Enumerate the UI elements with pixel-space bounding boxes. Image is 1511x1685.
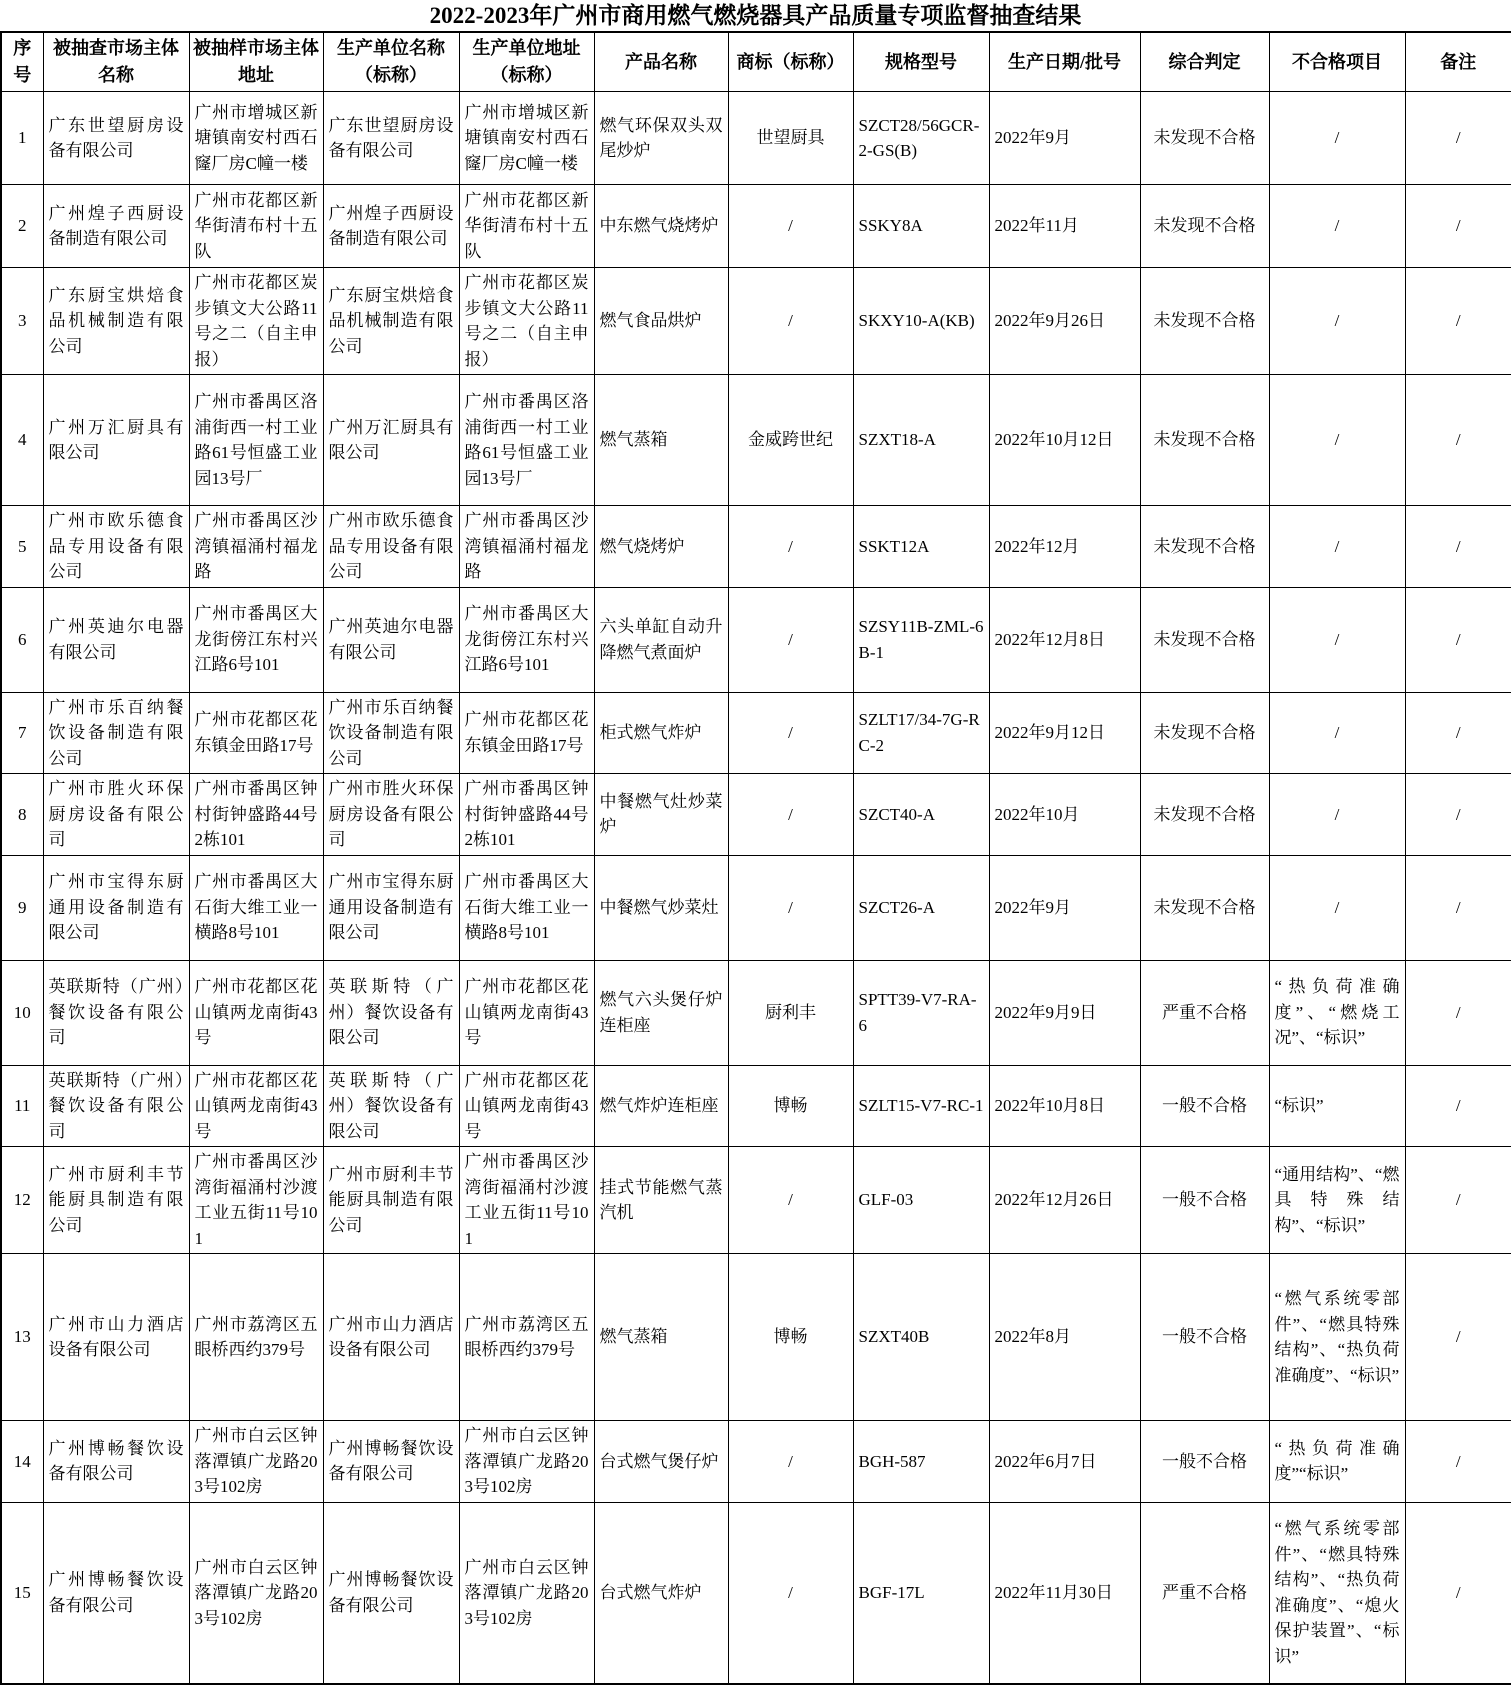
table-cell: / (1269, 587, 1405, 692)
table-cell: SPTT39-V7-RA-6 (853, 960, 989, 1065)
column-header-10: 不合格项目 (1269, 32, 1405, 92)
table-row (1, 855, 1511, 960)
table-cell: 燃气炸炉连柜座 (594, 1065, 728, 1147)
table-cell: “通用结构”、“燃具特殊结构”、“标识” (1269, 1147, 1405, 1254)
table-cell: 广州煌子西厨设备制造有限公司 (323, 185, 459, 268)
table-cell: SZCT28/56GCR-2-GS(B) (853, 92, 989, 185)
table-cell: / (1405, 1065, 1511, 1147)
table-cell: 燃气六头煲仔炉连柜座 (594, 960, 728, 1065)
table-cell: / (1405, 92, 1511, 185)
table-cell: 广州煌子西厨设备制造有限公司 (43, 185, 189, 268)
table-cell: 广州市花都区花东镇金田路17号 (459, 692, 594, 774)
header-row (1, 32, 1511, 92)
table-cell: 中餐燃气灶炒菜炉 (594, 774, 728, 856)
table-cell: 广州市增城区新塘镇南安村西石窿厂房C幢一楼 (459, 92, 594, 185)
table-cell: 广州市花都区花东镇金田路17号 (189, 692, 323, 774)
table-cell: 未发现不合格 (1140, 855, 1269, 960)
table-cell: 广州市花都区炭步镇文大公路11号之二（自主申报） (189, 268, 323, 375)
table-cell: 严重不合格 (1140, 960, 1269, 1065)
table-cell: 未发现不合格 (1140, 268, 1269, 375)
column-header-8: 生产日期/批号 (989, 32, 1140, 92)
table-cell: 广州市花都区炭步镇文大公路11号之二（自主申报） (459, 268, 594, 375)
table-cell: BGF-17L (853, 1502, 989, 1684)
table-cell: 广州市厨利丰节能厨具制造有限公司 (43, 1147, 189, 1254)
column-header-4: 生产单位地址（标称） (459, 32, 594, 92)
page-title: 2022-2023年广州市商用燃气燃烧器具产品质量专项监督抽查结果 (429, 3, 1082, 28)
table-cell: / (728, 1421, 853, 1503)
table-cell: / (728, 268, 853, 375)
table-cell: “燃气系统零部件”、“燃具特殊结构”、“热负荷准确度”、“熄火保护装置”、“标识” (1269, 1502, 1405, 1684)
table-cell: “燃气系统零部件”、“燃具特殊结构”、“热负荷准确度”、“标识” (1269, 1254, 1405, 1421)
column-header-5: 产品名称 (594, 32, 728, 92)
table-cell: / (728, 185, 853, 268)
table-cell: 中餐燃气炒菜灶 (594, 855, 728, 960)
table-cell: / (728, 692, 853, 774)
table-cell: 广州市花都区新华街清布村十五队 (189, 185, 323, 268)
table-cell: 2022年11月 (989, 185, 1140, 268)
table-cell: 博畅 (728, 1065, 853, 1147)
table-cell: 未发现不合格 (1140, 92, 1269, 185)
table-cell: / (728, 587, 853, 692)
table-cell: / (1405, 268, 1511, 375)
table-cell: 广州万汇厨具有限公司 (43, 375, 189, 506)
table-cell: 2022年9月9日 (989, 960, 1140, 1065)
table-row (1, 1421, 1511, 1503)
table-cell: 9 (1, 855, 43, 960)
table-cell: 广州英迪尔电器有限公司 (323, 587, 459, 692)
table-cell: 英联斯特（广州）餐饮设备有限公司 (323, 1065, 459, 1147)
table-cell: 广州市番禺区钟村街钟盛路44号2栋101 (459, 774, 594, 856)
table-cell: 2 (1, 185, 43, 268)
table-cell: 柜式燃气炸炉 (594, 692, 728, 774)
table-cell: 2022年10月12日 (989, 375, 1140, 506)
table-cell: 世望厨具 (728, 92, 853, 185)
table-cell: 广东世望厨房设备有限公司 (323, 92, 459, 185)
table-cell: BGH-587 (853, 1421, 989, 1503)
table-cell: SZXT40B (853, 1254, 989, 1421)
table-cell: / (728, 1502, 853, 1684)
table-cell: / (1269, 268, 1405, 375)
table-cell: 1 (1, 92, 43, 185)
table-cell: SZLT15-V7-RC-1 (853, 1065, 989, 1147)
table-cell: 博畅 (728, 1254, 853, 1421)
table-cell: 广州市番禺区洛浦街西一村工业路61号恒盛工业园13号厂 (189, 375, 323, 506)
table-cell: 未发现不合格 (1140, 774, 1269, 856)
table-cell: 2022年12月 (989, 506, 1140, 588)
table-row (1, 960, 1511, 1065)
table-cell: / (728, 1147, 853, 1254)
column-header-11: 备注 (1405, 32, 1511, 92)
column-header-3: 生产单位名称（标称） (323, 32, 459, 92)
table-cell: 广州市番禺区沙湾镇福涌村福龙路 (459, 506, 594, 588)
table-cell: GLF-03 (853, 1147, 989, 1254)
table-cell: / (1405, 1147, 1511, 1254)
column-header-7: 规格型号 (853, 32, 989, 92)
table-cell: 广州博畅餐饮设备有限公司 (43, 1502, 189, 1684)
table-cell: 7 (1, 692, 43, 774)
table-cell: 广州市花都区花山镇两龙南街43号 (459, 960, 594, 1065)
table-cell: 6 (1, 587, 43, 692)
table-cell: 严重不合格 (1140, 1502, 1269, 1684)
table-cell: / (1269, 774, 1405, 856)
table-cell: 广州市欧乐德食品专用设备有限公司 (43, 506, 189, 588)
table-cell: / (728, 506, 853, 588)
table-cell: / (1405, 587, 1511, 692)
table-cell: 一般不合格 (1140, 1065, 1269, 1147)
table-cell: 燃气蒸箱 (594, 1254, 728, 1421)
table-cell: 广州博畅餐饮设备有限公司 (323, 1502, 459, 1684)
table-cell: 5 (1, 506, 43, 588)
table-cell: 广州市乐百纳餐饮设备制造有限公司 (323, 692, 459, 774)
table-cell: / (1269, 375, 1405, 506)
table-cell: 广州市荔湾区五眼桥西约379号 (189, 1254, 323, 1421)
table-cell: 广州市山力酒店设备有限公司 (43, 1254, 189, 1421)
table-cell: SKXY10-A(KB) (853, 268, 989, 375)
table-cell: 2022年12月8日 (989, 587, 1140, 692)
table-cell: 广州市胜火环保厨房设备有限公司 (323, 774, 459, 856)
table-row (1, 1502, 1511, 1684)
table-cell: 8 (1, 774, 43, 856)
results-table (0, 31, 1511, 1685)
table-cell: 2022年9月 (989, 92, 1140, 185)
table-cell: / (1405, 692, 1511, 774)
table-cell: 广东世望厨房设备有限公司 (43, 92, 189, 185)
table-cell: 燃气环保双头双尾炒炉 (594, 92, 728, 185)
table-cell: 11 (1, 1065, 43, 1147)
table-cell: 广州市荔湾区五眼桥西约379号 (459, 1254, 594, 1421)
table-cell: 广州市欧乐德食品专用设备有限公司 (323, 506, 459, 588)
table-cell: 2022年9月26日 (989, 268, 1140, 375)
column-header-0: 序号 (1, 32, 43, 92)
table-cell: 2022年11月30日 (989, 1502, 1140, 1684)
table-cell: 燃气烧烤炉 (594, 506, 728, 588)
table-header (1, 32, 1511, 92)
table-cell: 广州市厨利丰节能厨具制造有限公司 (323, 1147, 459, 1254)
table-cell: 英联斯特（广州）餐饮设备有限公司 (323, 960, 459, 1065)
table-cell: 燃气食品烘炉 (594, 268, 728, 375)
table-cell: 广州市番禺区大龙街傍江东村兴江路6号101 (459, 587, 594, 692)
table-row (1, 506, 1511, 588)
table-cell: 英联斯特（广州）餐饮设备有限公司 (43, 960, 189, 1065)
table-body (1, 92, 1511, 1685)
table-row (1, 1147, 1511, 1254)
table-cell: 广州市花都区花山镇两龙南街43号 (189, 960, 323, 1065)
table-cell: 广州英迪尔电器有限公司 (43, 587, 189, 692)
table-cell: 10 (1, 960, 43, 1065)
table-cell: / (1269, 506, 1405, 588)
table-cell: 未发现不合格 (1140, 375, 1269, 506)
table-cell: 广州市白云区钟落潭镇广龙路203号102房 (459, 1421, 594, 1503)
table-cell: 广州市番禺区沙湾街福涌村沙渡工业五街11号101 (189, 1147, 323, 1254)
table-cell: 广州市山力酒店设备有限公司 (323, 1254, 459, 1421)
table-cell: / (1405, 185, 1511, 268)
table-cell: 广州市花都区花山镇两龙南街43号 (459, 1065, 594, 1147)
table-cell: SZCT26-A (853, 855, 989, 960)
table-cell: “热负荷准确度”“标识” (1269, 1421, 1405, 1503)
column-header-9: 综合判定 (1140, 32, 1269, 92)
table-cell: 未发现不合格 (1140, 506, 1269, 588)
table-cell: “热负荷准确度”、“燃烧工况”、“标识” (1269, 960, 1405, 1065)
table-cell: 挂式节能燃气蒸汽机 (594, 1147, 728, 1254)
table-cell: 2022年10月8日 (989, 1065, 1140, 1147)
table-cell: 广州博畅餐饮设备有限公司 (43, 1421, 189, 1503)
table-cell: 广州市白云区钟落潭镇广龙路203号102房 (189, 1502, 323, 1684)
table-cell: SSKY8A (853, 185, 989, 268)
table-cell: 15 (1, 1502, 43, 1684)
table-cell: 2022年9月12日 (989, 692, 1140, 774)
table-cell: 广州博畅餐饮设备有限公司 (323, 1421, 459, 1503)
table-row (1, 587, 1511, 692)
table-cell: 4 (1, 375, 43, 506)
table-cell: / (1405, 1421, 1511, 1503)
table-cell: 广州市白云区钟落潭镇广龙路203号102房 (189, 1421, 323, 1503)
column-header-1: 被抽查市场主体名称 (43, 32, 189, 92)
table-cell: 2022年12月26日 (989, 1147, 1140, 1254)
table-cell: 六头单缸自动升降燃气煮面炉 (594, 587, 728, 692)
table-cell: 广州市番禺区洛浦街西一村工业路61号恒盛工业园13号厂 (459, 375, 594, 506)
table-cell: 2022年8月 (989, 1254, 1140, 1421)
table-row (1, 375, 1511, 506)
table-cell: 金威跨世纪 (728, 375, 853, 506)
table-row (1, 692, 1511, 774)
table-cell: / (1405, 1502, 1511, 1684)
table-cell: / (1405, 375, 1511, 506)
table-cell: 一般不合格 (1140, 1421, 1269, 1503)
table-cell: 广州市番禺区大石街大维工业一横路8号101 (189, 855, 323, 960)
table-cell: SZLT17/34-7G-RC-2 (853, 692, 989, 774)
table-cell: / (1405, 506, 1511, 588)
table-cell: 14 (1, 1421, 43, 1503)
table-cell: 2022年6月7日 (989, 1421, 1140, 1503)
table-cell: 未发现不合格 (1140, 185, 1269, 268)
table-cell: 广州市花都区新华街清布村十五队 (459, 185, 594, 268)
table-cell: 未发现不合格 (1140, 587, 1269, 692)
table-row (1, 774, 1511, 856)
table-cell: 广州市番禺区钟村街钟盛路44号2栋101 (189, 774, 323, 856)
table-cell: / (1269, 855, 1405, 960)
table-cell: 3 (1, 268, 43, 375)
table-row (1, 92, 1511, 185)
table-cell: 广州市宝得东厨通用设备制造有限公司 (323, 855, 459, 960)
table-cell: 广州市番禺区大石街大维工业一横路8号101 (459, 855, 594, 960)
table-cell: 英联斯特（广州）餐饮设备有限公司 (43, 1065, 189, 1147)
table-cell: SZXT18-A (853, 375, 989, 506)
table-cell: 燃气蒸箱 (594, 375, 728, 506)
table-cell: / (1405, 960, 1511, 1065)
table-cell: 未发现不合格 (1140, 692, 1269, 774)
table-cell: “标识” (1269, 1065, 1405, 1147)
table-cell: 台式燃气炸炉 (594, 1502, 728, 1684)
table-cell: 广州市番禺区大龙街傍江东村兴江路6号101 (189, 587, 323, 692)
table-cell: / (1269, 92, 1405, 185)
table-cell: SSKT12A (853, 506, 989, 588)
table-cell: 中东燃气烧烤炉 (594, 185, 728, 268)
column-header-2: 被抽样市场主体地址 (189, 32, 323, 92)
table-cell: 广州万汇厨具有限公司 (323, 375, 459, 506)
table-cell: 一般不合格 (1140, 1147, 1269, 1254)
table-cell: / (1405, 855, 1511, 960)
table-row (1, 1065, 1511, 1147)
table-row (1, 185, 1511, 268)
table-cell: 12 (1, 1147, 43, 1254)
table-cell: 广州市番禺区沙湾镇福涌村福龙路 (189, 506, 323, 588)
table-cell: / (1269, 692, 1405, 774)
table-cell: 2022年9月 (989, 855, 1140, 960)
table-cell: 广州市增城区新塘镇南安村西石窿厂房C幢一楼 (189, 92, 323, 185)
table-cell: 2022年10月 (989, 774, 1140, 856)
table-cell: 广州市白云区钟落潭镇广龙路203号102房 (459, 1502, 594, 1684)
table-cell: 广东厨宝烘焙食品机械制造有限公司 (323, 268, 459, 375)
table-cell: 广州市胜火环保厨房设备有限公司 (43, 774, 189, 856)
table-cell: 厨利丰 (728, 960, 853, 1065)
column-header-6: 商标（标称） (728, 32, 853, 92)
table-cell: 广州市番禺区沙湾街福涌村沙渡工业五街11号101 (459, 1147, 594, 1254)
table-cell: 广东厨宝烘焙食品机械制造有限公司 (43, 268, 189, 375)
table-cell: 广州市乐百纳餐饮设备制造有限公司 (43, 692, 189, 774)
table-cell: / (1405, 774, 1511, 856)
table-cell: / (728, 855, 853, 960)
table-cell: 广州市宝得东厨通用设备制造有限公司 (43, 855, 189, 960)
table-row (1, 268, 1511, 375)
table-cell: / (1405, 1254, 1511, 1421)
table-cell: 13 (1, 1254, 43, 1421)
table-cell: 一般不合格 (1140, 1254, 1269, 1421)
table-cell: / (1269, 185, 1405, 268)
table-row (1, 1254, 1511, 1421)
table-cell: SZSY11B-ZML-6B-1 (853, 587, 989, 692)
table-cell: 广州市花都区花山镇两龙南街43号 (189, 1065, 323, 1147)
table-cell: SZCT40-A (853, 774, 989, 856)
table-cell: / (728, 774, 853, 856)
table-cell: 台式燃气煲仔炉 (594, 1421, 728, 1503)
